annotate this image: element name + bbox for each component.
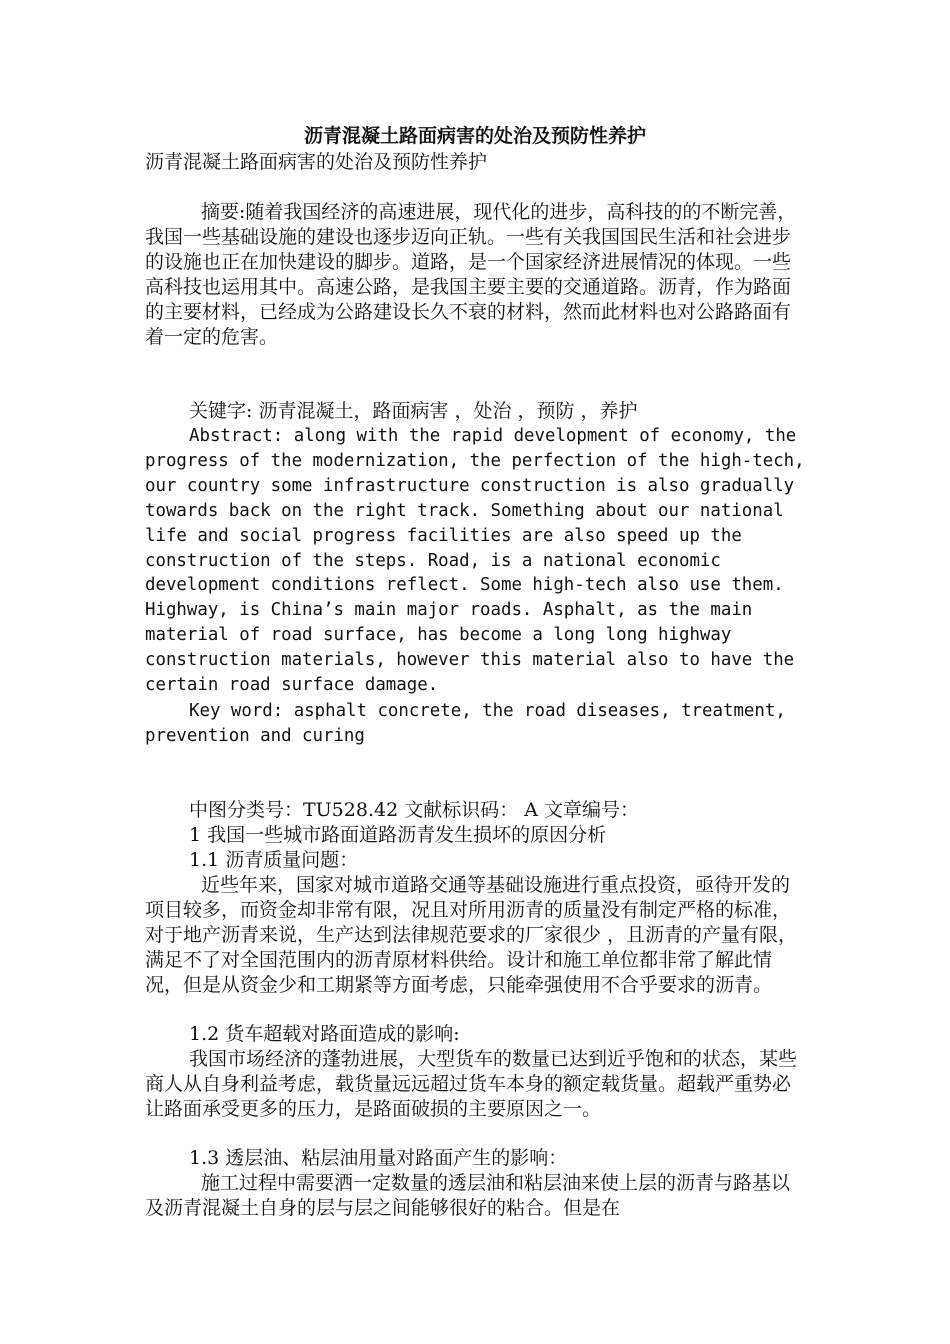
keywords-english: Key word: asphalt concrete, the road diseases, treatment, prevention and curing — [145, 701, 786, 746]
section-1-2-heading: 1.2 货车超载对路面造成的影响: — [189, 1023, 460, 1045]
document-title: 沥青混凝土路面病害的处治及预防性养护 — [303, 125, 646, 147]
section-1-3-body: 施工过程中需要洒一定数量的透层油和粘层油来使上层的沥青与路基以及沥青混凝土自身的层与层之间能够很好的粘合。但是在 — [145, 1172, 791, 1219]
section-1-heading: 1 我国一些城市路面道路沥青发生损坏的原因分析 — [189, 824, 607, 846]
section-1-1-heading: 1.1 沥青质量问题： — [189, 849, 359, 871]
classification-line: 中图分类号：TU528.42 文献标识码： A 文章编号： — [189, 799, 640, 821]
abstract-chinese: 摘要:随着我国经济的高速进展，现代化的进步，高科技的的不断完善，我国一些基础设施的建设也逐步迈向正轨。一些有关我国国民生活和社会进步的设施也正在加快建设的脚步。道路，是一个国家经济进展情况的体现。一些高科技也运用其中。高速公路，是我国主要主要的交通道路。沥青，作为路面的主要材料，已经成为公路建设长久不衰的材料，然而此材料也对公路路面有着一定的危害。 — [145, 201, 797, 348]
keywords-chinese: 关键字: 沥青混凝土，路面病害 ，处治 ，预防 ，养护 — [189, 400, 638, 422]
abstract-english: Abstract: along with the rapid development of economy, the progress of the modernization, the perfection of the high-tech, our country some infrastructure construction is also gradually towards back on the right track. Something about our national life and social progress facilities are also speed up the construction of the steps. Road, is a national economic development conditions reflect. Some high-tech also use them. Highway, is China’s main major roads. Asphalt, as the main material of road surface, has become a long long highway construction materials, however this material also to have the certain road surface damage. — [145, 426, 805, 696]
document-subtitle: 沥青混凝土路面病害的处治及预防性养护 — [145, 151, 488, 173]
section-1-1-body: 近些年来，国家对城市道路交通等基础设施进行重点投资，亟待开发的项目较多，而资金却非常有限，况且对所用沥青的质量没有制定严格的标准，对于地产沥青来说，生产达到法律规范要求的厂家很少 ，且沥青的产量有限，满足不了对全国范围内的沥青原材料供给。设计和施工单位都非常了解此情况，但是从资金少和工期紧等方面考虑，只能牵强使用不合乎要求的沥青。 — [145, 874, 798, 996]
section-1-2-body: 我国市场经济的蓬勃进展，大型货车的数量已达到近乎饱和的状态，某些商人从自身利益考虑，载货量远远超过货车本身的额定载货量。超载严重势必让路面承受更多的压力，是路面破损的主要原因之一。 — [145, 1048, 798, 1120]
section-1-3-heading: 1.3 透层油、粘层油用量对路面产生的影响： — [189, 1147, 568, 1169]
